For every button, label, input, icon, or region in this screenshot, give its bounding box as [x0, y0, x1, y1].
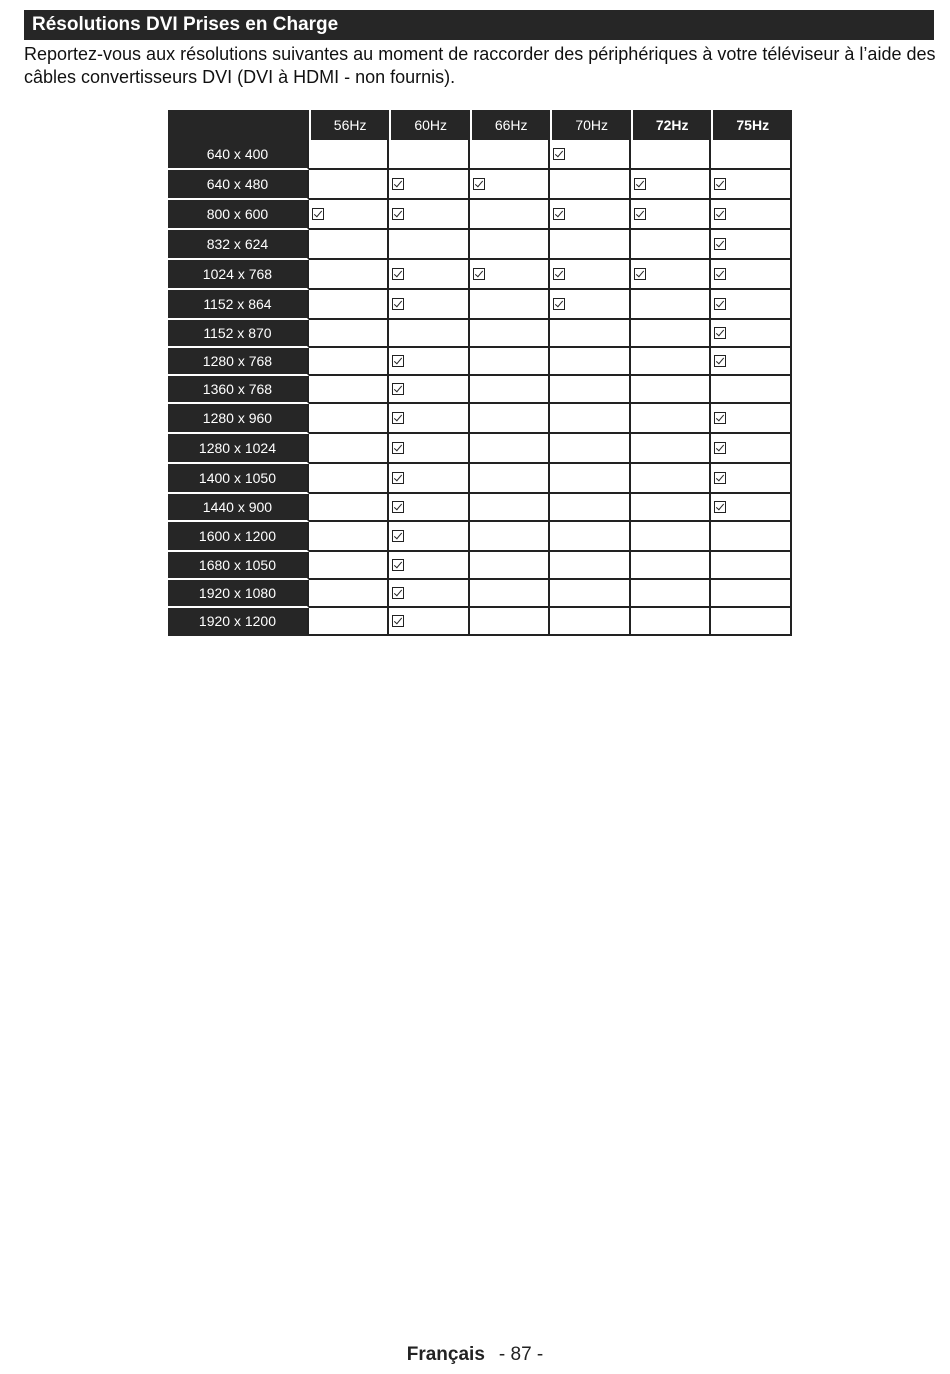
support-cell	[470, 404, 551, 434]
checkbox-checked-icon	[714, 355, 726, 367]
support-cell	[470, 494, 551, 522]
resolution-label: 832 x 624	[168, 230, 309, 260]
support-cell	[711, 464, 792, 494]
footer-language: Français	[406, 1344, 485, 1365]
checkbox-checked-icon	[392, 615, 404, 627]
support-cell	[309, 494, 390, 522]
header-60hz: 60Hz	[389, 110, 470, 140]
support-cell	[550, 608, 631, 636]
support-cell	[711, 404, 792, 434]
support-cell	[550, 140, 631, 170]
support-cell	[631, 522, 712, 552]
support-cell	[550, 494, 631, 522]
support-cell	[631, 140, 712, 170]
support-cell	[631, 552, 712, 580]
table-row	[168, 522, 792, 552]
support-cell	[309, 140, 390, 170]
support-cell	[309, 522, 390, 552]
checkbox-checked-icon	[392, 530, 404, 542]
resolution-label: 1152 x 864	[168, 290, 309, 320]
resolution-label: 1360 x 768	[168, 376, 309, 404]
support-cell	[711, 494, 792, 522]
checkbox-checked-icon	[392, 383, 404, 395]
support-cell	[470, 200, 551, 230]
support-cell	[711, 376, 792, 404]
table-row	[168, 320, 792, 348]
table-row	[168, 170, 792, 200]
support-cell	[631, 290, 712, 320]
header-70hz: 70Hz	[550, 110, 631, 140]
checkbox-checked-icon	[714, 238, 726, 250]
support-cell	[550, 376, 631, 404]
support-cell	[631, 608, 712, 636]
support-cell	[309, 376, 390, 404]
table-row	[168, 140, 792, 170]
support-cell	[389, 580, 470, 608]
support-cell	[389, 608, 470, 636]
support-cell	[470, 522, 551, 552]
support-cell	[389, 552, 470, 580]
support-cell	[631, 404, 712, 434]
support-cell	[309, 552, 390, 580]
checkbox-checked-icon	[553, 148, 565, 160]
support-cell	[711, 260, 792, 290]
support-cell	[711, 348, 792, 376]
support-cell	[711, 608, 792, 636]
support-cell	[389, 522, 470, 552]
checkbox-checked-icon	[392, 355, 404, 367]
table-row	[168, 608, 792, 636]
checkbox-checked-icon	[714, 208, 726, 220]
support-cell	[470, 140, 551, 170]
header-75hz: 75Hz	[711, 110, 792, 140]
table-row	[168, 230, 792, 260]
resolution-label: 1600 x 1200	[168, 522, 309, 552]
support-cell	[470, 608, 551, 636]
support-cell	[711, 290, 792, 320]
support-cell	[550, 434, 631, 464]
support-cell	[309, 230, 390, 260]
support-cell	[470, 376, 551, 404]
checkbox-checked-icon	[714, 268, 726, 280]
table-row	[168, 580, 792, 608]
checkbox-checked-icon	[392, 268, 404, 280]
header-72hz: 72Hz	[631, 110, 712, 140]
support-cell	[711, 170, 792, 200]
support-cell	[389, 140, 470, 170]
support-cell	[470, 170, 551, 200]
table-row	[168, 494, 792, 522]
support-cell	[470, 260, 551, 290]
resolution-label: 640 x 480	[168, 170, 309, 200]
checkbox-checked-icon	[714, 298, 726, 310]
support-cell	[470, 290, 551, 320]
checkbox-checked-icon	[714, 472, 726, 484]
support-cell	[389, 348, 470, 376]
support-cell	[470, 552, 551, 580]
table-row	[168, 290, 792, 320]
checkbox-checked-icon	[392, 208, 404, 220]
checkbox-checked-icon	[714, 501, 726, 513]
table-row	[168, 376, 792, 404]
checkbox-checked-icon	[553, 208, 565, 220]
resolution-label: 640 x 400	[168, 140, 309, 170]
table-row	[168, 348, 792, 376]
support-cell	[631, 170, 712, 200]
resolution-label: 1280 x 768	[168, 348, 309, 376]
table-body	[168, 140, 792, 636]
checkbox-checked-icon	[634, 268, 646, 280]
support-cell	[389, 464, 470, 494]
checkbox-checked-icon	[392, 472, 404, 484]
support-cell	[631, 260, 712, 290]
support-cell	[389, 290, 470, 320]
support-cell	[550, 170, 631, 200]
support-cell	[550, 404, 631, 434]
support-cell	[309, 320, 390, 348]
support-cell	[309, 580, 390, 608]
support-cell	[711, 522, 792, 552]
support-cell	[550, 552, 631, 580]
resolution-label: 1440 x 900	[168, 494, 309, 522]
support-cell	[470, 348, 551, 376]
support-cell	[631, 230, 712, 260]
support-cell	[389, 434, 470, 464]
checkbox-checked-icon	[392, 587, 404, 599]
resolution-label: 1024 x 768	[168, 260, 309, 290]
resolution-label: 1152 x 870	[168, 320, 309, 348]
checkbox-checked-icon	[714, 442, 726, 454]
resolution-label: 1680 x 1050	[168, 552, 309, 580]
resolution-label: 1400 x 1050	[168, 464, 309, 494]
header-56hz: 56Hz	[309, 110, 390, 140]
support-cell	[470, 230, 551, 260]
support-cell	[631, 348, 712, 376]
checkbox-checked-icon	[553, 268, 565, 280]
support-cell	[550, 464, 631, 494]
checkbox-checked-icon	[714, 178, 726, 190]
support-cell	[309, 404, 390, 434]
support-cell	[550, 290, 631, 320]
support-cell	[711, 320, 792, 348]
page-footer	[0, 1344, 950, 1366]
support-cell	[631, 200, 712, 230]
checkbox-checked-icon	[634, 178, 646, 190]
support-cell	[470, 320, 551, 348]
checkbox-checked-icon	[392, 412, 404, 424]
support-cell	[389, 230, 470, 260]
checkbox-checked-icon	[392, 442, 404, 454]
support-cell	[550, 580, 631, 608]
table-row	[168, 260, 792, 290]
table-row	[168, 404, 792, 434]
support-cell	[470, 464, 551, 494]
support-cell	[389, 404, 470, 434]
header-66hz: 66Hz	[470, 110, 551, 140]
support-cell	[550, 522, 631, 552]
support-cell	[550, 260, 631, 290]
support-cell	[389, 200, 470, 230]
support-cell	[470, 580, 551, 608]
support-cell	[309, 290, 390, 320]
support-cell	[550, 348, 631, 376]
support-cell	[470, 434, 551, 464]
support-cell	[631, 320, 712, 348]
support-cell	[550, 200, 631, 230]
checkbox-checked-icon	[392, 298, 404, 310]
support-cell	[711, 434, 792, 464]
table-corner-cell	[168, 110, 309, 140]
support-cell	[631, 434, 712, 464]
checkbox-checked-icon	[473, 178, 485, 190]
resolution-label: 1280 x 1024	[168, 434, 309, 464]
support-cell	[550, 230, 631, 260]
checkbox-checked-icon	[392, 178, 404, 190]
intro-text: Reportez-vous aux résolutions suivantes au moment de raccorder des périphériques à votre téléviseur à l’aide des câbles convertisseurs DVI (DVI à HDMI - non fournis).	[24, 44, 936, 87]
checkbox-checked-icon	[634, 208, 646, 220]
support-cell	[631, 464, 712, 494]
support-cell	[711, 140, 792, 170]
support-cell	[389, 170, 470, 200]
resolution-label: 1920 x 1080	[168, 580, 309, 608]
support-cell	[631, 580, 712, 608]
support-cell	[711, 200, 792, 230]
footer-page-number: - 87 -	[498, 1344, 544, 1365]
page-title: Résolutions DVI Prises en Charge	[24, 10, 934, 40]
support-cell	[309, 170, 390, 200]
table-row	[168, 200, 792, 230]
table-row	[168, 464, 792, 494]
support-cell	[389, 376, 470, 404]
dvi-resolutions-table	[168, 110, 792, 636]
support-cell	[309, 434, 390, 464]
support-cell	[389, 260, 470, 290]
checkbox-checked-icon	[392, 501, 404, 513]
support-cell	[309, 200, 390, 230]
support-cell	[711, 552, 792, 580]
checkbox-checked-icon	[553, 298, 565, 310]
support-cell	[711, 580, 792, 608]
checkbox-checked-icon	[392, 559, 404, 571]
support-cell	[309, 608, 390, 636]
checkbox-checked-icon	[473, 268, 485, 280]
resolution-label: 1280 x 960	[168, 404, 309, 434]
support-cell	[389, 320, 470, 348]
table-header-row	[168, 110, 792, 140]
support-cell	[309, 464, 390, 494]
resolution-label: 1920 x 1200	[168, 608, 309, 636]
support-cell	[631, 494, 712, 522]
support-cell	[309, 348, 390, 376]
checkbox-checked-icon	[714, 412, 726, 424]
table-row	[168, 434, 792, 464]
support-cell	[309, 260, 390, 290]
table-row	[168, 552, 792, 580]
support-cell	[550, 320, 631, 348]
resolution-label: 800 x 600	[168, 200, 309, 230]
checkbox-checked-icon	[714, 327, 726, 339]
support-cell	[711, 230, 792, 260]
support-cell	[389, 494, 470, 522]
support-cell	[631, 376, 712, 404]
checkbox-checked-icon	[312, 208, 324, 220]
